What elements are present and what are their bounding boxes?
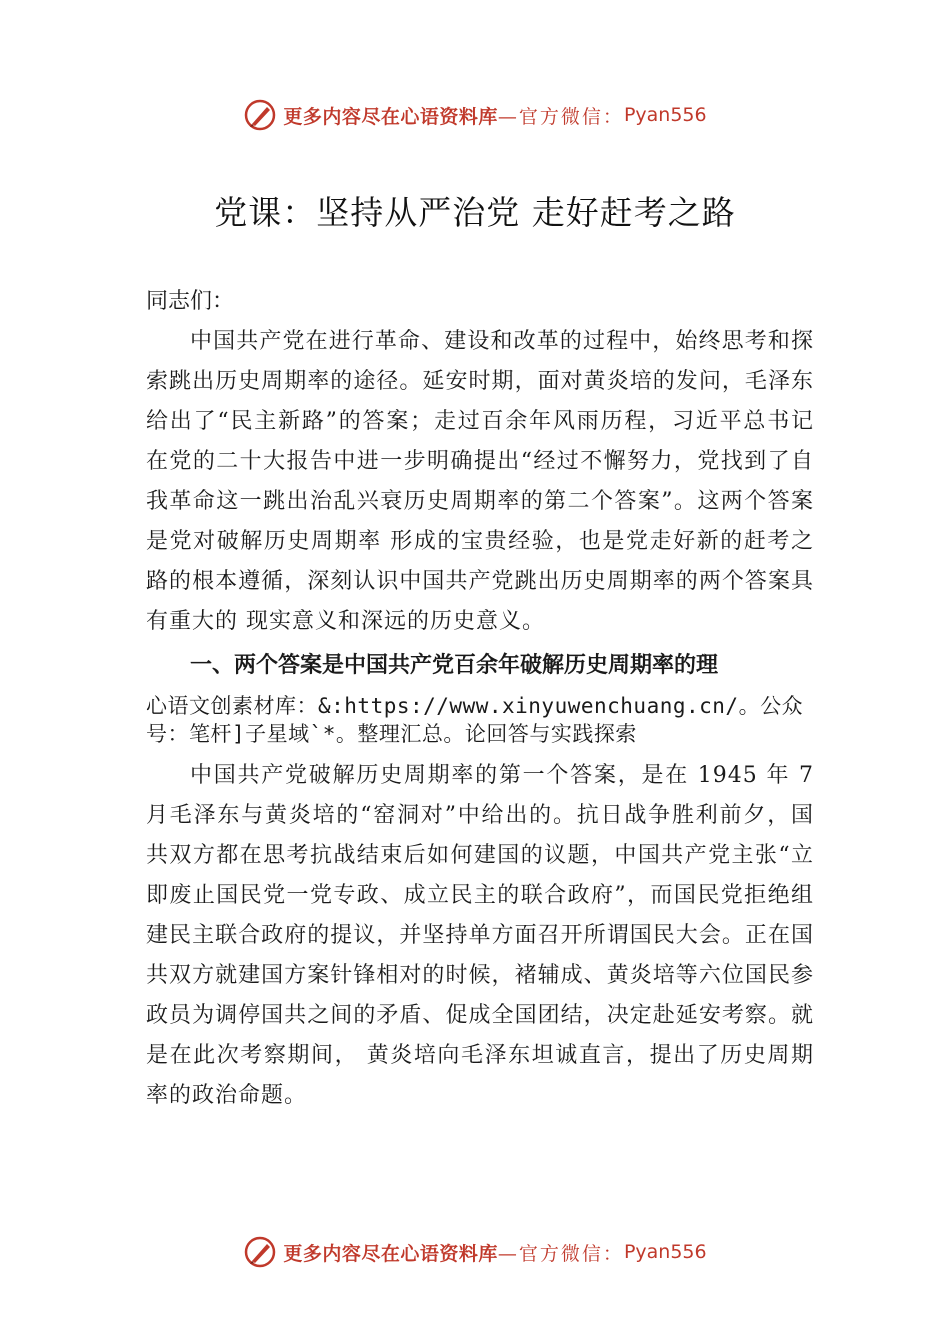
header-banner [0, 95, 950, 135]
paragraph-2: 中国共产党破解历史周期率的第一个答案，是在 1945 年 7 月毛泽东与黄炎培的“窑洞对”中给出的。抗日战争胜利前夕，国共双方都在思考抗战结束后如何建国的议题，中国共产党主张“立即废止国民党一党专政、成立民主的联合政府”，而国民党拒绝组建民主联合政府的提议，并坚持单方面召开所谓国民大会。正在国共双方就建国方案针锋相对的时候，褚辅成、黄炎培等六位国民参政员为调停国共之间的矛盾、促成全国团结，决定赴延安考察。就是在此次考察期间， 黄炎培向毛泽东坦诚直言，提出了历史周期率的政治命题。 [146, 763, 814, 1108]
banner-wechat-label: —官方微信： [497, 1242, 624, 1265]
footer-banner [0, 1232, 950, 1272]
section-heading-1: 一、两个答案是中国共产党百余年破解历史周期率的理 [190, 653, 719, 678]
quill-pen-icon [243, 98, 277, 132]
banner-wechat-id: Pyan556 [623, 1241, 707, 1263]
salutation: 同志们： [146, 289, 235, 314]
banner-wechat-id: Pyan556 [623, 104, 707, 126]
page-title: 党课：坚持从严治党 走好赶考之路 [214, 193, 736, 232]
quill-pen-icon [243, 1235, 277, 1269]
banner-wechat-label: —官方微信： [497, 105, 624, 128]
document-body [146, 282, 814, 1116]
banner-lead-text: 更多内容尽在心语资料库 [283, 1242, 498, 1265]
paragraph-1: 中国共产党在进行革命、建设和改革的过程中，始终思考和探索跳出历史周期率的途径。延安时期，面对黄炎培的发问，毛泽东给出了“民主新路”的答案；走过百余年风雨历程，习近平总书记在党的二十大报告中进一步明确提出“经过不懈努力，党找到了自我革命这一跳出治乱兴衰历史周期率的第二个答案”。这两个答案是党对破解历史周期率 形成的宝贵经验，也是党走好新的赶考之路的根本遵循，深刻认识中国共产党跳出历史周期率的两个答案具有重大的 现实意义和深远的历史意义。 [146, 329, 814, 634]
source-note: 心语文创素材库：&:https://www.xinyuwenchuang.cn/。公众号：笔杆]子星域`*。整理汇总。论回答与实践探索 [146, 694, 804, 746]
banner-lead-text: 更多内容尽在心语资料库 [283, 105, 498, 128]
